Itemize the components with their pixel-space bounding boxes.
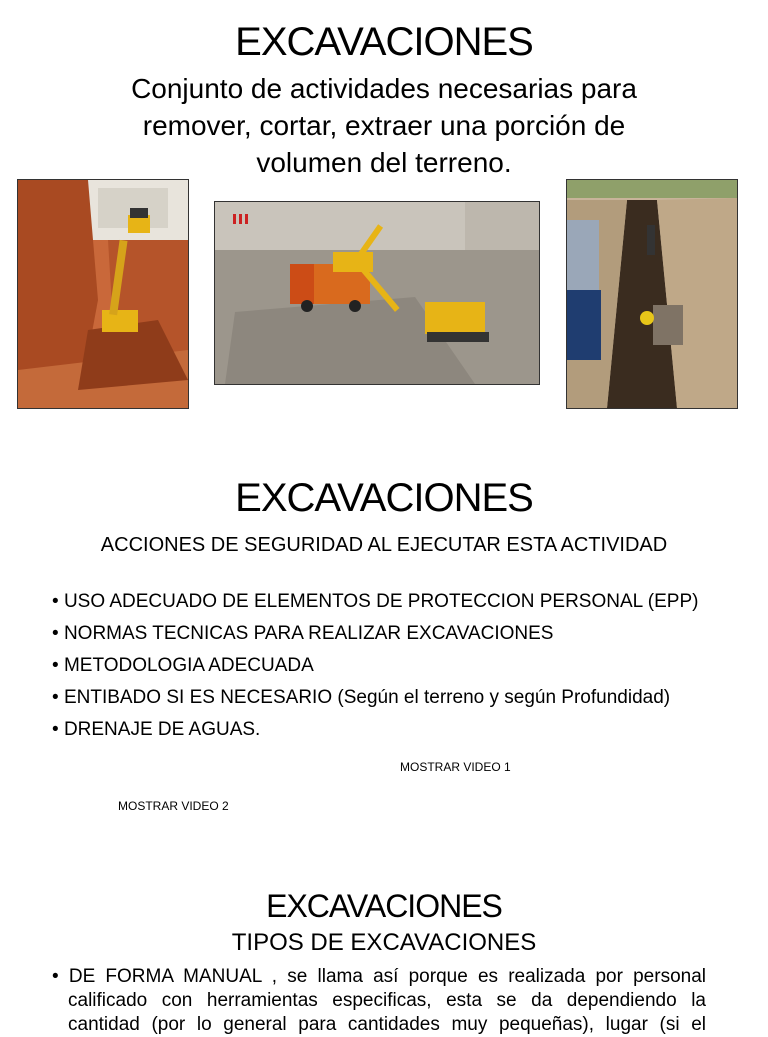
slide2-title: EXCAVACIONES <box>235 476 533 520</box>
list-item: • NORMAS TECNICAS PARA REALIZAR EXCAVACIONES <box>52 618 698 650</box>
list-item: • ENTIBADO SI ES NECESARIO (Según el terreno y según Profundidad) <box>52 682 698 714</box>
list-item: • USO ADECUADO DE ELEMENTOS DE PROTECCION PERSONAL (EPP) <box>52 586 698 618</box>
paragraph-line: DE FORMA MANUAL , se llama así porque es realizada por personal <box>68 966 706 987</box>
photo-excavators-truck <box>214 201 540 385</box>
slide2-subtitle: ACCIONES DE SEGURIDAD AL EJECUTAR ESTA ACTIVIDAD <box>100 534 668 556</box>
safety-actions-list <box>52 586 698 746</box>
list-item: • DRENAJE DE AGUAS. <box>52 714 698 746</box>
show-video-1-link[interactable]: MOSTRAR VIDEO 1 <box>400 760 511 774</box>
paragraph-line: cantidad (por lo general para cantidades muy pequeñas), lugar (si el <box>68 1014 706 1035</box>
slide1-description: Conjunto de actividades necesarias para remover, cortar, extraer una porción de volumen del terreno. <box>131 73 637 178</box>
manual-excavation-paragraph <box>52 965 706 1037</box>
slide3-subtitle: TIPOS DE EXCAVACIONES <box>231 929 537 956</box>
bullet-dot: • <box>52 966 69 987</box>
slide1-title: EXCAVACIONES <box>235 20 533 64</box>
show-video-2-link[interactable]: MOSTRAR VIDEO 2 <box>118 799 229 813</box>
list-item: • METODOLOGIA ADECUADA <box>52 650 698 682</box>
slide3-title: EXCAVACIONES <box>266 888 502 924</box>
photo-trench-workers <box>566 179 738 409</box>
photo-deep-excavation <box>17 179 189 409</box>
paragraph-line: calificado con herramientas especificas, esta se da dependiendo la <box>68 990 706 1011</box>
